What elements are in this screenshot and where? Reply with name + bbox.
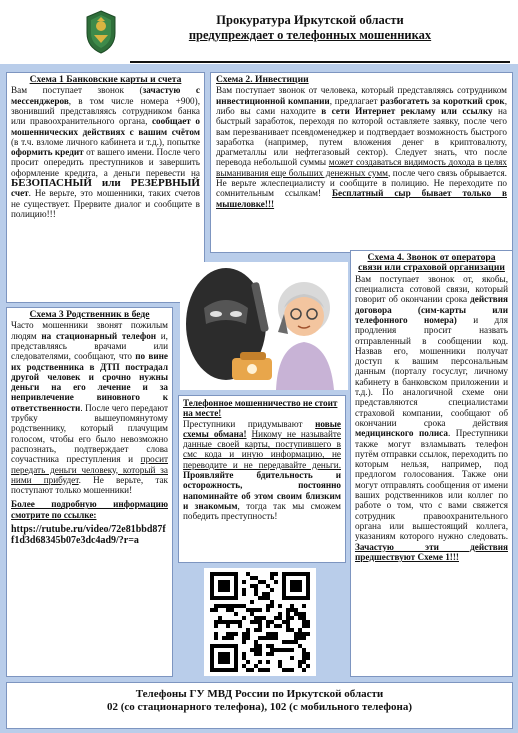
footer-phones [6,682,513,729]
scheme4-text-bold: действия договора (сим-карты или телефонного номера) [355,294,508,325]
scheme4-text [355,274,508,562]
scheme4-text-part: Вам поступает звонок от, якобы, специалиста сотовой связи, который говорит об окончании срока [355,273,508,305]
scheme2-text-part: жлеспециалисту [260,178,326,189]
scheme4-text-part: и для продления просит назвать отправленный в сообщении код. Назвав его, мошенники получат доступ к вашим персональным данным (порталу госуслуг, личному кабинету в банковском приложении и т.д.). По аналогичной схеме они представляются специалистами страховой компании, сообщают об окончании срока действия [355,315,508,428]
scheme1-text-bold: оформить кредит [11,147,84,158]
scheme3-text-part: и, представляясь врачами или следователями, сообщают, что [11,330,168,362]
middle-text [183,419,341,522]
middle-text-underline: Никому не называйте данные своей карты, поступившего в смс кода и иную информацию, не переводите и не передавайте деньги. [183,428,341,470]
scheme4-warning: Зачастую эти действия предшествуют Схеме 1!!! [355,541,508,562]
scheme1-card [6,72,205,303]
page-title-line1: Прокуратура Иркутской области [216,13,404,27]
middle-text-bold: Проявляйте бдительность и осторожность, постоянно напоминайте об этом своим близким и знакомым [183,470,341,511]
header [0,0,518,64]
scheme2-warning: Бесплатный сыр бывает только в мышеловке!!! [216,188,507,209]
scheme2-text-bold: разбогатеть за короткий срок [380,95,505,106]
scheme3-text-part: . После чего передают трубку вышеупомянутому родственнику, который плачущим голосом, чтобы его было невозможно распознать, подтверждает слова соучастника преступления и [11,402,168,465]
scheme4-card [350,250,513,677]
rutube-link[interactable]: https://rutube.ru/video/72e81bbd87ff1d3d68345b07e3dc4ad9/?r=a [11,524,166,547]
page-title-line2: предупреждает о телефонных мошенниках [188,28,432,42]
scheme1-text [11,85,200,219]
scheme3-text-part: . Не верьте, так поступают только мошенники! [11,474,168,496]
prosecutor-emblem-icon [84,9,118,55]
scheme1-text-part: от вашего имени. После чего просит опередить преступников и завершить оформление кредита, а деньги перевести на [11,147,200,178]
middle-new-schemes: новые схемы обмана! [183,418,341,439]
scheme1-text-bold: сообщает о мошеннических действиях с вашим счётом [11,116,200,137]
qr-code-graphic [204,568,316,676]
more-info-label: Более подробную информацию смотрите по ссылке: [11,499,168,520]
illustration-graphic [180,262,348,390]
header-divider [130,61,510,63]
scheme3-card [6,307,173,677]
footer-line2: 02 (со стационарного телефона), 102 (с мобильного телефона) [106,701,413,713]
scheme4-title: Схема 4. Звонок от оператора связи или страховой организации [358,252,505,274]
scheme4-text-bold: медицинского полиса [355,428,448,439]
middle-warning-card [178,395,346,563]
page-title [160,13,460,43]
scheme3-title: Схема 3 Родственник в беде [29,309,150,320]
scheme2-text-part: Вам поступает звонок от человека, который представляясь сотрудником [216,85,507,96]
phone-scammer-illustration [180,262,348,390]
scheme2-text-part: и сообщите в полицию. Не переходите по сомнительным ссылкам! [216,178,507,199]
scheme1-text-part: Вам поступает звонок ( [11,85,143,96]
scheme1-safe-account: БЕЗОПАСНЫЙ или РЕЗЕРВНЫЙ [11,177,200,190]
scheme2-text-part: , после чего связь обрывается. Не верьте [216,167,507,189]
scheme2-title: Схема 2. Инвестиции [216,74,309,85]
scheme1-text-bold: счет [11,188,29,199]
scheme2-text-bold: в сети Интернет рекламу или ссылку [321,106,493,116]
scheme1-text-part: , в том числе номера +900), звонивший представляясь сотрудником банка или правоохранительного органа, [11,95,200,127]
scheme3-text-part: Часто мошенники звонят пожилым людям [11,320,168,341]
scheme3-text-underline: просит передать деньги человеку, который за ними прибудет [11,454,168,485]
scheme1-text-bold: зачастую с мессенджеров [11,85,200,106]
scheme2-text [216,85,507,209]
middle-text-part: Преступники придумывают [183,418,316,429]
footer-line1: Телефоны ГУ МВД России по Иркутской области [135,688,384,700]
scheme2-card [210,72,513,253]
middle-title: Телефонное мошенничество не стоит на месте! [183,398,338,419]
scheme1-title: Схема 1 Банковские карты и счета [29,74,182,85]
scheme2-text-part: , либо вы сами находите [216,95,507,116]
scheme1-text-part: (в т.ч. взломе личного кабинета и т.д.), попытке [11,136,200,147]
scheme2-text-part: , предлагает [329,95,381,106]
middle-text-part: , тогда так мы сможем победить преступность! [183,500,341,522]
scheme3-text-bold: на стационарный телефон [41,330,157,341]
scheme1-text-part: . Не верьте, это мошенники, таких счетов не существует. Прервите диалог и сообщите в полицию!!! [11,188,200,219]
scheme2-text-underline: может создаваться видимость дохода в целях выманивания еще больших денежных сумм [216,157,507,178]
scheme3-text-bold: по вине их родственника в ДТП пострадал другой человек и срочно нужны деньги на его лечение и за непривлечение виновного к ответственности [11,351,168,413]
qr-code[interactable] [204,568,316,676]
scheme2-text-part: на быстрый заработок, переходя по которой оставляете заявку, после чего вам перезванивает псевдоменеджер и подтвердает возможность быстрого заработка (например, путем вложения денег в криптовалюту, драгметаллы или нефтегазовый сектор). Следует знать, что после перевода небольшой суммы [216,106,508,168]
scheme2-text-bold: инвестиционной компании [216,95,330,106]
scheme4-text-part: . Преступники также могут взламывать телефон путём отправки ссылок, переходить по которым нельзя, например, под предлогом голосования. Также они могут отправлять сообщения от имени ваших родственников или коллег по работе о том, что с вами свяжется сотрудник правоохранительного органа или вышестоящий коллега, указаниям которого нужно следовать. [355,428,509,542]
scheme3-text [11,320,168,495]
